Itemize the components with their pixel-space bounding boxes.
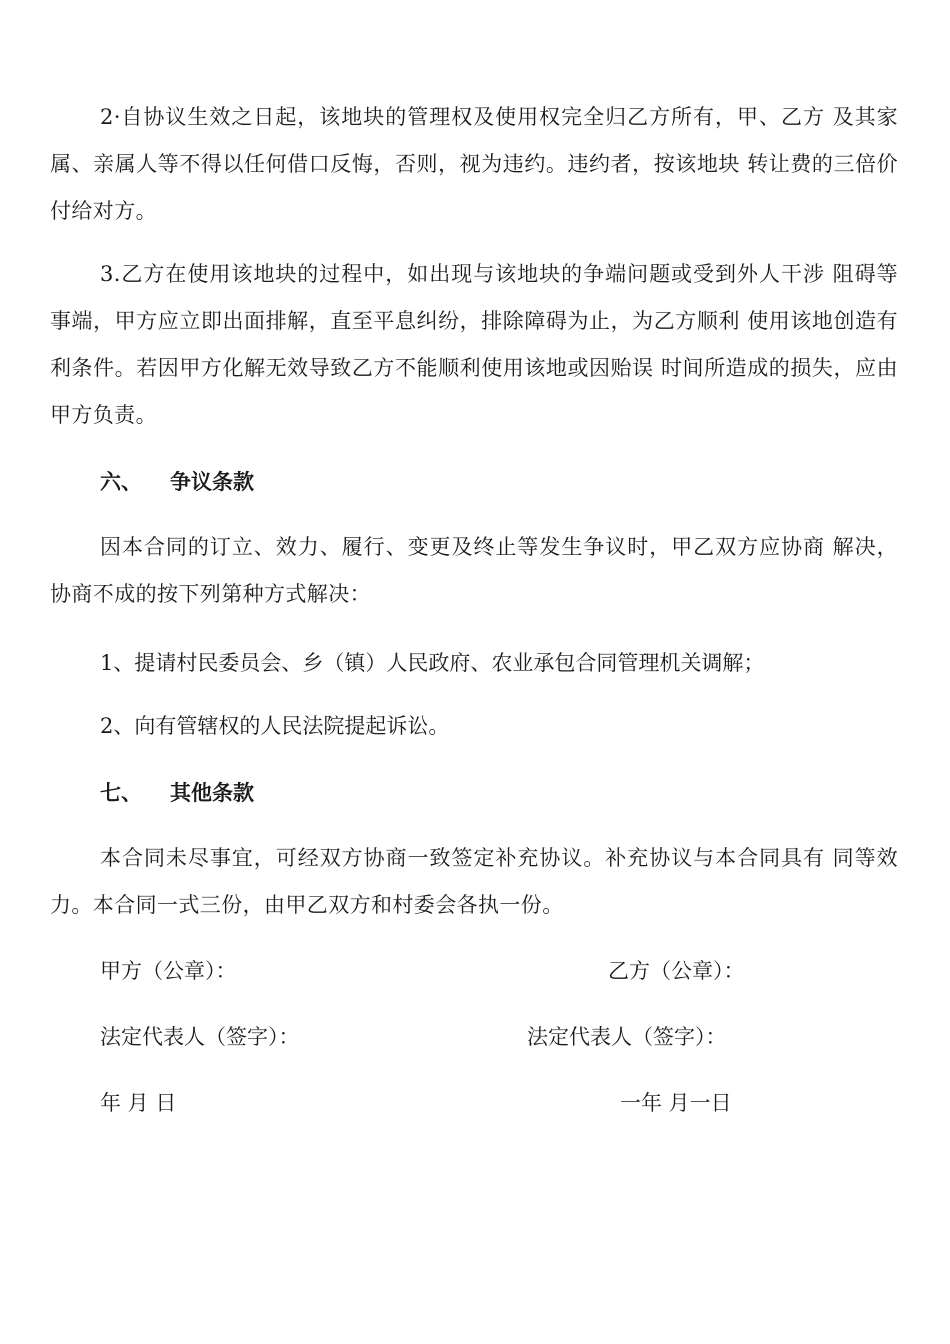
party-a-representative-label: 法定代表人（签字）： [100,1025,300,1049]
party-a-date-label: 年 月 日 [100,1091,177,1115]
section-7-heading [100,769,254,816]
party-b-representative-label: 法定代表人（签字）： [527,1025,727,1049]
clause-2: 2·自协议生效之日起，该地块的管理权及使用权完全归乙方所有，甲、乙方 及其家属、亲属人等不得以任何借口反悔，否则，视为违约。违约者，按该地块 转让费的三倍价付给对方。 [50,105,898,223]
clause-3: 3.乙方在使用该地块的过程中，如出现与该地块的争端问题或受到外人干涉 阻碍等事端，甲方应立即出面排解，直至平息纠纷，排除障碍为止，为乙方顺利 使用该地创造有利条件。若因甲方化解无效导致乙方不能顺利使用该地或因贻误 时间所造成的损失，应由甲方负责。 [50,262,898,427]
party-b-seal-label: 乙方（公章）： [608,959,745,983]
section-7-title: 其他条款 [170,780,254,805]
party-a-seal-label: 甲方（公章）： [100,959,237,983]
section-7-body: 本合同未尽事宜，可经双方协商一致签定补充协议。补充协议与本合同具有 同等效力。本合同一式三份，由甲乙双方和村委会各执一份。 [50,846,898,917]
section-7-number: 七、 [100,780,142,805]
section-6-body: 因本合同的订立、效力、履行、变更及终止等发生争议时，甲乙双方应协商 解决，协商不成的按下列第种方式解决： [50,535,898,606]
section-6-heading [100,458,254,505]
dispute-option-1: 1、提请村民委员会、乡（镇）人民政府、农业承包合同管理机关调解； [100,651,765,675]
party-b-date-label: 一年 月一日 [620,1091,732,1115]
dispute-option-2: 2、向有管辖权的人民法院提起诉讼。 [100,714,450,738]
section-6-number: 六、 [100,469,142,494]
section-6-title: 争议条款 [170,469,254,494]
